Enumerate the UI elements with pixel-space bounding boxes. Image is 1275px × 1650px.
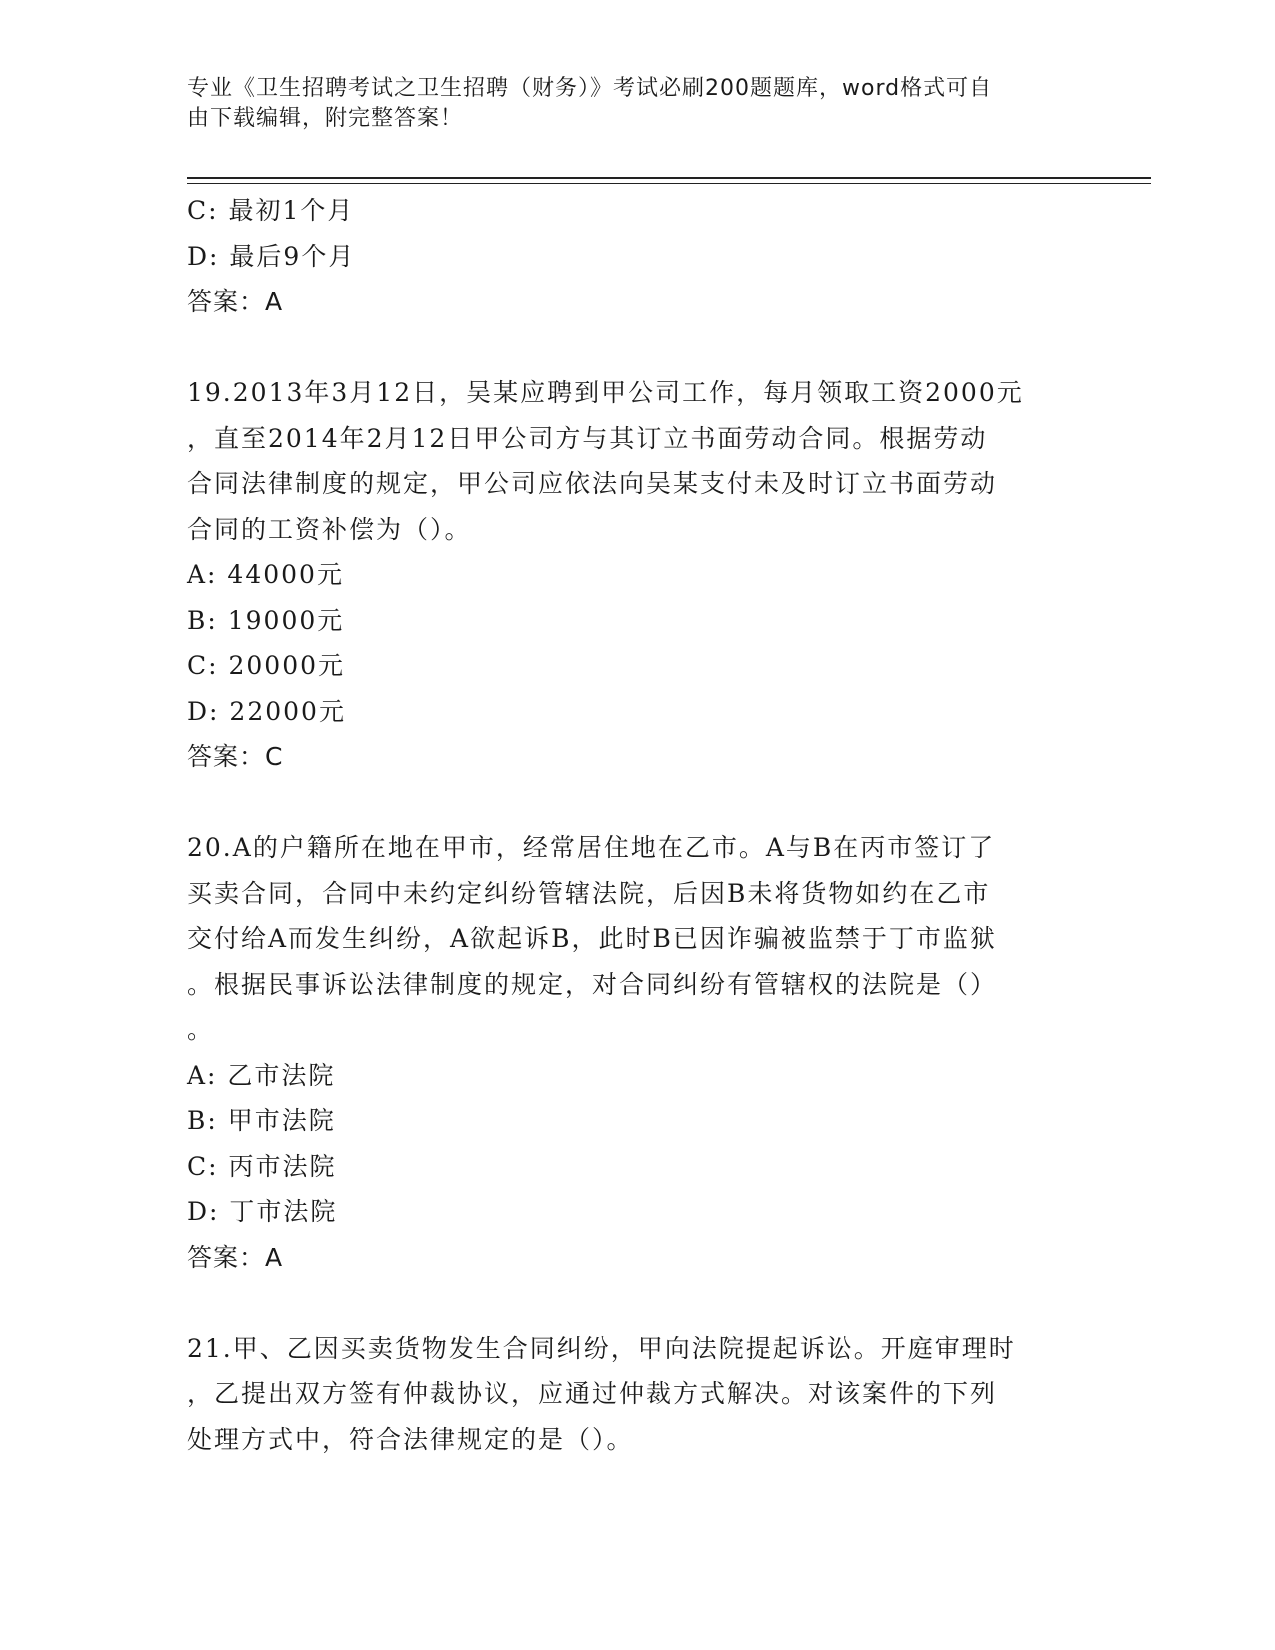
- question-text-line: 合同的工资补偿为（）。: [187, 514, 472, 544]
- question-text-line: 交付给A而发生纠纷，A欲起诉B，此时B已因诈骗被监禁于丁市监狱: [187, 924, 997, 953]
- option-a: A: 乙市法院: [187, 1060, 336, 1090]
- question-text-line: 处理方式中，符合法律规定的是（）。: [187, 1424, 634, 1454]
- question-19: [187, 370, 1087, 780]
- header-line: 由下载编辑，附完整答案！: [187, 106, 464, 131]
- answer-line: 答案：A: [187, 287, 284, 316]
- option-b: B: 19000元: [187, 605, 345, 635]
- answer-line: 答案：A: [187, 1242, 284, 1272]
- question-text-line: ，乙提出双方签有仲裁协议，应通过仲裁方式解决。对该案件的下列: [187, 1379, 998, 1408]
- question-text-line: 。根据民事诉讼法律制度的规定，对合同纠纷有管辖权的法院是（）: [187, 969, 998, 999]
- option-d: D: 22000元: [187, 696, 346, 726]
- option-c: C: 最初1个月: [187, 196, 355, 225]
- option-d: D: 丁市法院: [187, 1197, 338, 1226]
- question-text-line: 20.A的户籍所在地在甲市，经常居住地在乙市。A与B在丙市签订了: [187, 833, 996, 862]
- option-c: C: 丙市法院: [187, 1151, 337, 1181]
- question-text-line: 。: [187, 1015, 215, 1044]
- document-header: [187, 74, 1067, 134]
- header-rule-thin: [187, 183, 1151, 184]
- spacer: [187, 1280, 1087, 1326]
- option-c: C: 20000元: [187, 651, 346, 680]
- spacer: [187, 780, 1087, 826]
- header-rule-thick: [187, 177, 1151, 179]
- answer-line: 答案：C: [187, 742, 284, 771]
- question-text-line: 21.甲、乙因买卖货物发生合同纠纷，甲向法院提起诉讼。开庭审理时: [187, 1333, 1016, 1363]
- document-body: [187, 188, 1087, 1462]
- option-b: B: 甲市法院: [187, 1106, 336, 1135]
- question-text-line: 19.2013年3月12日，吴某应聘到甲公司工作，每月领取工资2000元: [187, 378, 1024, 407]
- question-text-line: ，直至2014年2月12日甲公司方与其订立书面劳动合同。根据劳动: [187, 423, 988, 453]
- header-line: 专业《卫生招聘考试之卫生招聘（财务）》考试必刷200题题库，word格式可自: [187, 76, 993, 101]
- option-d: D: 最后9个月: [187, 241, 356, 271]
- question-text-line: 合同法律制度的规定，甲公司应依法向吴某支付未及时订立书面劳动: [187, 469, 998, 498]
- prev-question-tail: [187, 188, 1087, 325]
- question-21: [187, 1326, 1087, 1463]
- question-text-line: 买卖合同，合同中未约定纠纷管辖法院，后因B未将货物如约在乙市: [187, 878, 991, 908]
- spacer: [187, 325, 1087, 371]
- question-20: [187, 825, 1087, 1280]
- option-a: A: 44000元: [187, 560, 344, 589]
